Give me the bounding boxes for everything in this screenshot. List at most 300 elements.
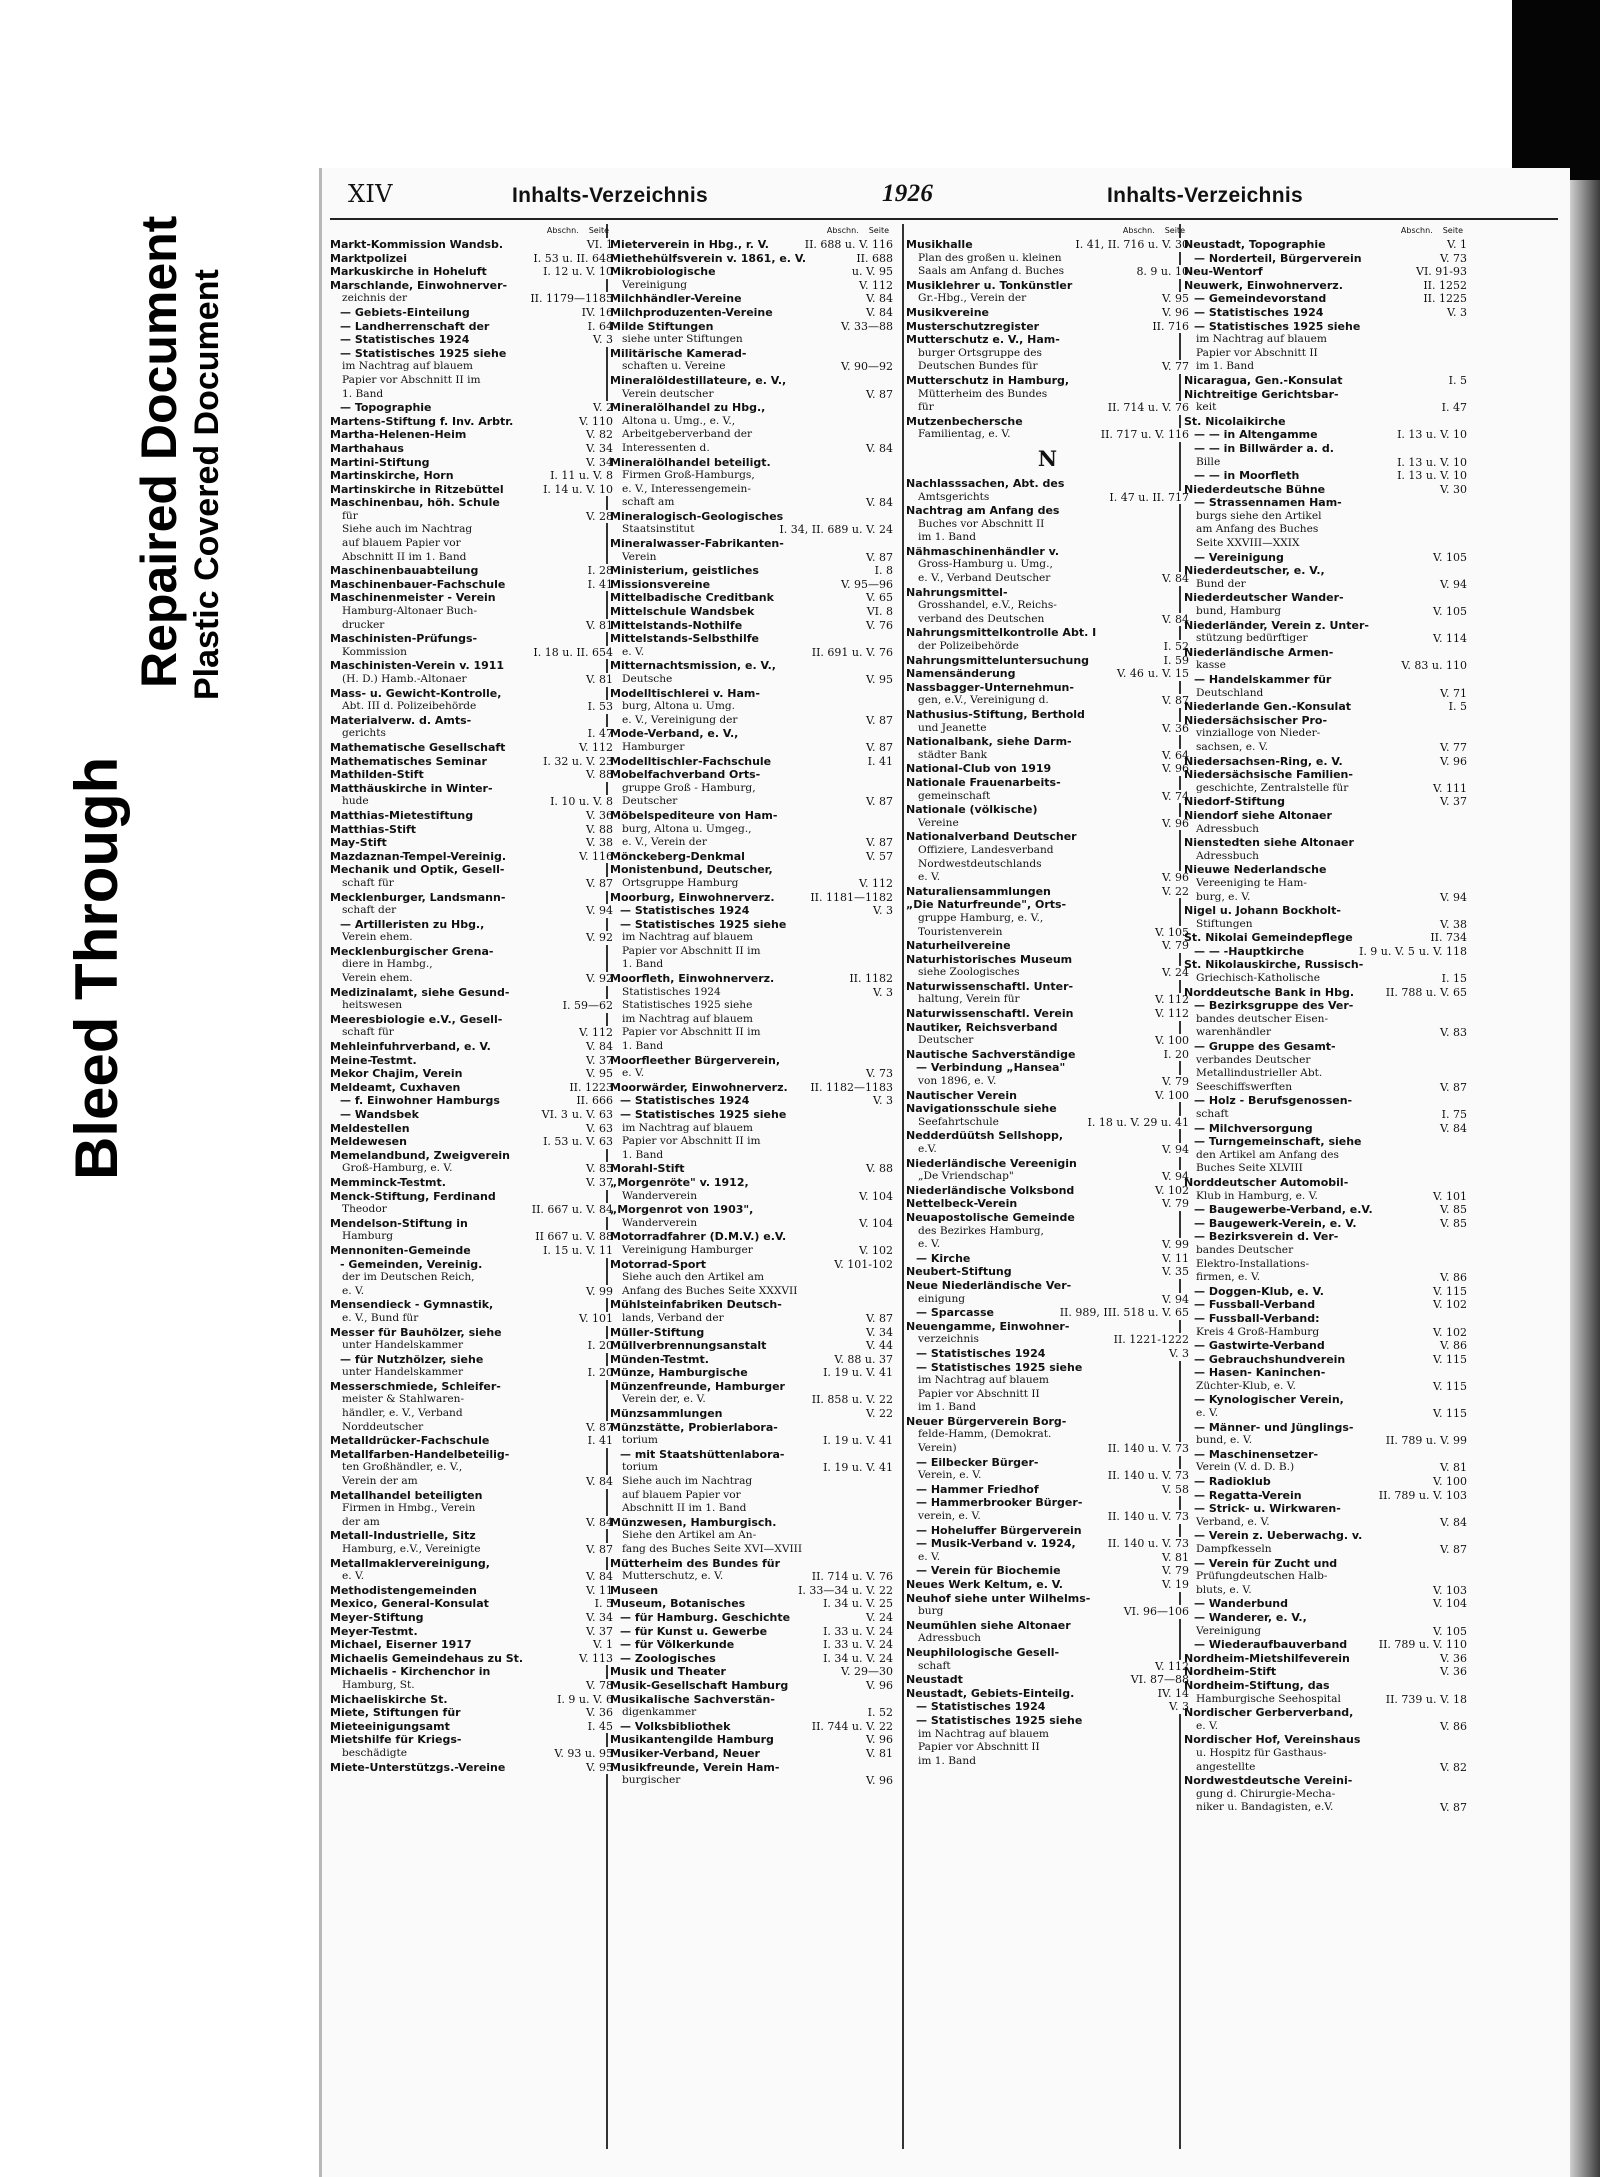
entry-reference: V. 102 <box>1429 1298 1467 1312</box>
entry-text: geschichte, Zentralstelle für <box>1196 781 1349 794</box>
entry-reference: V. 36 <box>1158 722 1189 736</box>
entry-text: Nationalverband Deutscher <box>906 830 1077 844</box>
entry-reference: V. 87 <box>582 877 613 891</box>
entry-text: zeichnis der <box>342 292 408 305</box>
entry-text: — Statistisches 1924 <box>1194 305 1324 319</box>
entry-text: Mütterheim des Bundes <box>918 387 1048 400</box>
entry-text: Arbeitgeberverband der <box>622 428 753 441</box>
entry-reference: V. 101 <box>575 1312 613 1326</box>
index-entry <box>330 1652 613 1666</box>
index-entry <box>610 1706 893 1720</box>
index-entry <box>610 401 893 415</box>
entry-text: e. V., Verband Deutscher <box>918 572 1051 585</box>
index-entry <box>1184 1597 1467 1611</box>
index-entry <box>330 1407 613 1421</box>
index-entry <box>906 1524 1189 1538</box>
index-entry <box>610 795 893 809</box>
index-entry <box>906 681 1189 695</box>
index-entry <box>330 1149 613 1163</box>
entry-text: bund, Hamburg <box>1196 605 1281 618</box>
index-entry <box>906 871 1189 885</box>
index-entry <box>906 993 1189 1007</box>
index-entry <box>1184 1067 1467 1081</box>
entry-text: Griechisch-Katholische <box>1196 972 1321 985</box>
entry-text: — Sparcasse <box>916 1306 994 1320</box>
entry-reference: V. 85 <box>1436 1217 1467 1231</box>
index-entry <box>330 904 613 918</box>
entry-text: — Radioklub <box>1194 1475 1271 1489</box>
entry-reference: I. 53 <box>584 700 613 714</box>
repaired-document-label: Repaired Document <box>131 215 187 688</box>
entry-text: — Wiederaufbauverband <box>1194 1638 1348 1652</box>
entry-text: Deutschland <box>1196 686 1264 699</box>
entry-text: bandes deutscher Eisen- <box>1196 1012 1329 1025</box>
index-entry <box>330 1584 613 1598</box>
index-entry <box>610 537 893 551</box>
entry-reference: II. 789 u. V. 110 <box>1375 1638 1467 1652</box>
entry-text: Statistisches 1924 <box>622 985 721 998</box>
entry-reference: II. 858 u. V. 22 <box>808 1393 893 1407</box>
entry-text: — Bezirksgruppe des Ver- <box>1194 999 1354 1013</box>
index-entry <box>330 877 613 891</box>
entry-reference: I. 52 <box>1160 640 1189 654</box>
entry-text: Mutterschutz, e. V. <box>622 1570 724 1583</box>
entry-reference: V. 82 <box>1436 1761 1467 1775</box>
index-entry <box>610 1094 893 1108</box>
entry-reference: V. 81 <box>862 1747 893 1761</box>
entry-reference: I. 20 <box>584 1366 613 1380</box>
index-entry <box>906 1075 1189 1089</box>
entry-text: e. V. <box>342 1570 365 1583</box>
entry-text: National-Club von 1919 <box>906 762 1052 776</box>
entry-text: Siehe auch im Nachtrag <box>342 523 473 536</box>
entry-text: Neustadt, Gebiets-Einteilg. <box>906 1686 1075 1700</box>
entry-reference: V. 84 <box>862 306 893 320</box>
entry-text: — Strick- u. Wirkwaren- <box>1194 1502 1341 1516</box>
index-entry <box>1184 1529 1467 1543</box>
entry-reference: V. 81 <box>582 673 613 687</box>
index-entry <box>330 1611 613 1625</box>
index-entry <box>610 1625 893 1639</box>
index-entry <box>906 292 1189 306</box>
entry-reference: IV. 16 <box>578 306 613 320</box>
index-entry <box>906 477 1189 491</box>
entry-text: Mineralwasser-Fabrikanten- <box>610 537 784 551</box>
entry-text: im Nachtrag auf blauem <box>918 1727 1049 1740</box>
entry-text: Papier vor Abschnitt II <box>1196 346 1318 359</box>
entry-text: Martinskirche, Horn <box>330 469 454 483</box>
entry-reference: V. 3 <box>1165 1347 1189 1361</box>
entry-text: — Topographie <box>340 401 432 415</box>
index-entry <box>906 1673 1189 1687</box>
entry-text: Martens-Stiftung f. Inv. Arbtr. <box>330 414 514 428</box>
entry-text: burger Ortsgruppe des <box>918 346 1042 359</box>
entry-text: firmen, e. V. <box>1196 1271 1261 1284</box>
bleed-through-label: Bleed Through <box>63 756 130 1180</box>
index-entry <box>610 646 893 660</box>
entry-text: Nordischer Gerberverband, <box>1184 1706 1354 1720</box>
entry-text: — Volksbibliothek <box>620 1719 731 1733</box>
entry-reference: I. 52 <box>864 1706 893 1720</box>
entry-text: gerichts <box>342 727 386 740</box>
index-entry <box>1184 292 1467 306</box>
index-entry <box>906 1592 1189 1606</box>
entry-reference: V. 24 <box>1158 966 1189 980</box>
index-entry <box>1184 1570 1467 1584</box>
entry-reference: VI. 96—106 <box>1120 1605 1189 1619</box>
entry-text: — Wandsbek <box>340 1108 419 1121</box>
index-entry <box>1184 1393 1467 1407</box>
index-entry <box>1184 1801 1467 1815</box>
entry-reference: II. 989, III. 518 u. V. 65 <box>1056 1306 1189 1320</box>
entry-text: 1. Band <box>622 1148 664 1161</box>
index-entry <box>610 1190 893 1204</box>
index-entry <box>610 891 893 905</box>
index-entry <box>610 1761 893 1775</box>
index-entry <box>330 1665 613 1679</box>
entry-text: Verein, e. V. <box>918 1469 982 1482</box>
index-entry <box>330 1761 613 1775</box>
index-entry <box>906 844 1189 858</box>
document-page <box>322 168 1570 2177</box>
entry-text: Miete-Unterstützgs.-Vereine <box>330 1760 506 1774</box>
entry-text: — Statistisches 1924 <box>916 1346 1046 1360</box>
index-entry <box>1184 1054 1467 1068</box>
index-entry <box>330 1489 613 1503</box>
index-entry <box>1184 1407 1467 1421</box>
index-entry <box>330 1747 613 1761</box>
entry-text: „Morgenrot von 1903", <box>610 1203 754 1217</box>
entry-reference: V. 115 <box>1429 1285 1467 1299</box>
entry-reference: V. 104 <box>1429 1597 1467 1611</box>
index-entry <box>1184 659 1467 673</box>
index-entry <box>610 469 893 483</box>
index-entry <box>906 1632 1189 1646</box>
entry-text: Nordheim-Stift <box>1184 1665 1277 1679</box>
index-entry <box>330 1258 613 1272</box>
entry-reference: V. 1 <box>589 1638 613 1652</box>
entry-text: Münden-Testmt. <box>610 1352 709 1366</box>
entry-text: Mazdaznan-Tempel-Vereinig. <box>330 849 507 863</box>
entry-text: Neue Niederländische Ver- <box>906 1278 1072 1292</box>
entry-reference: V. 86 <box>1436 1339 1467 1353</box>
index-entry <box>1184 347 1467 361</box>
index-entry <box>330 564 613 578</box>
entry-reference: V. 81 <box>582 619 613 633</box>
entry-text: Verein deutscher <box>622 387 714 400</box>
index-entry <box>1184 741 1467 755</box>
running-title-left: Inhalts-Verzeichnis <box>512 184 708 207</box>
entry-text: — Norderteil, Bürgerverein <box>1194 251 1362 265</box>
index-entry <box>610 918 893 932</box>
index-entry <box>1184 850 1467 864</box>
entry-reference: I. 34 u. V. 25 <box>819 1597 893 1611</box>
entry-text: digenkammer <box>622 1706 697 1719</box>
entry-text: Stiftungen <box>1196 917 1253 930</box>
entry-reference: I. 19 u. V. 41 <box>819 1461 893 1475</box>
index-entry <box>610 863 893 877</box>
heading-abschn: Abschn. <box>546 226 579 235</box>
entry-reference: V. 87 <box>862 1312 893 1326</box>
entry-text: kasse <box>1196 659 1226 672</box>
index-entry <box>906 1211 1189 1225</box>
index-entry <box>906 1646 1189 1660</box>
index-entry <box>330 279 613 293</box>
entry-text: Prüfungdeutschen Halb- <box>1196 1570 1328 1583</box>
column-heading <box>330 226 613 238</box>
index-entry <box>906 333 1189 347</box>
entry-text: im Nachtrag auf blauem <box>918 1374 1049 1387</box>
index-entry <box>330 823 613 837</box>
index-entry <box>906 1483 1189 1497</box>
entry-reference: V. 36 <box>582 809 613 823</box>
index-entry <box>1184 523 1467 537</box>
entry-reference: V. 84 <box>582 1040 613 1054</box>
entry-reference: I. 47 <box>1438 401 1467 415</box>
entry-reference: V. 90—92 <box>837 360 893 374</box>
entry-text: gen, e.V., Vereinigung d. <box>918 694 1049 707</box>
index-entry <box>330 1298 613 1312</box>
entry-text: — Zoologisches <box>620 1651 716 1665</box>
index-entry <box>610 850 893 864</box>
entry-reference: I. 19 u. V. 41 <box>819 1434 893 1448</box>
index-entry <box>1184 306 1467 320</box>
index-entry <box>330 1557 613 1571</box>
entry-reference: II. 688 <box>852 252 893 266</box>
entry-reference: V. 81 <box>1158 1551 1189 1565</box>
entry-text: — Milchversorgung <box>1194 1121 1313 1135</box>
section-letter: N <box>1037 445 1058 471</box>
index-entry <box>1184 1543 1467 1557</box>
entry-reference: V. 63 <box>582 1122 613 1136</box>
entry-reference: V. 24 <box>862 1611 893 1625</box>
index-entry <box>330 755 613 769</box>
entry-reference: I. 47 <box>584 727 613 741</box>
index-entry <box>906 504 1189 518</box>
entry-text: Neuapostolische Gemeinde <box>906 1210 1075 1224</box>
index-entry <box>330 591 613 605</box>
index-entry <box>610 1434 893 1448</box>
index-entry <box>610 360 893 374</box>
index-entry <box>330 456 613 470</box>
index-entry <box>1184 1135 1467 1149</box>
entry-text: am Anfang des Buches <box>1196 523 1319 536</box>
entry-text: Vereinigung <box>1196 1624 1262 1637</box>
entry-text: Vereine <box>918 816 959 829</box>
index-entry <box>330 727 613 741</box>
entry-text: — Holz - Berufsgenossen- <box>1194 1094 1353 1108</box>
entry-text: Metall-Industrielle, Sitz <box>330 1529 476 1543</box>
entry-text: Wanderverein <box>622 1189 698 1202</box>
index-entry <box>1184 836 1467 850</box>
index-entry <box>906 1157 1189 1171</box>
entry-text: Milchhändler-Vereine <box>610 292 742 306</box>
entry-text: — Baugewerk-Verein, e. V. <box>1194 1216 1357 1230</box>
entry-reference: II. 666 <box>572 1094 613 1108</box>
entry-text: — für Hamburg. Geschichte <box>620 1610 791 1624</box>
index-entry <box>330 483 613 497</box>
index-entry <box>610 279 893 293</box>
entry-text: Mieterverein in Hbg., r. V. <box>610 238 769 251</box>
entry-text: fang des Buches Seite XVI—XVIII <box>622 1543 803 1555</box>
index-entry <box>906 1034 1189 1048</box>
entry-reference: V. 112 <box>855 279 893 293</box>
index-entry <box>610 1244 893 1258</box>
entry-text: Offiziere, Landesverband <box>918 843 1054 856</box>
entry-text: — Hoheluffer Bürgerverein <box>916 1523 1082 1537</box>
index-entry <box>1184 496 1467 510</box>
index-entry <box>610 823 893 837</box>
index-entry <box>1184 1720 1467 1734</box>
entry-reference: V. 102 <box>1429 1326 1467 1340</box>
index-entry <box>906 613 1189 627</box>
index-entry <box>906 939 1189 953</box>
index-entry <box>330 1217 613 1231</box>
entry-text: Moorfleether Bürgerverein, <box>610 1053 781 1067</box>
index-entry <box>610 687 893 701</box>
index-entry <box>906 1741 1189 1755</box>
entry-text: Menck-Stiftung, Ferdinand <box>330 1189 496 1203</box>
index-entry <box>610 1489 893 1503</box>
entry-text: auf blauem Papier vor <box>342 537 461 550</box>
entry-text: „De Vriendschap" <box>918 1170 1014 1183</box>
index-entry <box>330 265 613 279</box>
entry-reference: V. 84 <box>582 1570 613 1584</box>
entry-reference: V. 81 <box>1436 1461 1467 1475</box>
index-entry <box>906 1306 1189 1320</box>
entry-reference: II. 691 u. V. 76 <box>808 646 893 660</box>
entry-reference: V. 105 <box>1151 926 1189 940</box>
entry-text: Matthäuskirche in Winter- <box>330 781 493 795</box>
entry-reference: V. 94 <box>1436 891 1467 905</box>
index-entry <box>610 564 893 578</box>
entry-reference: V. 100 <box>1151 1034 1189 1048</box>
entry-text: Michael, Eiserner 1917 <box>330 1638 472 1652</box>
entry-text: siehe Zoologisches <box>918 966 1020 979</box>
entry-text: — Männer- und Jünglings- <box>1194 1420 1354 1434</box>
entry-text: Papier vor Abschnitt II <box>918 1387 1040 1400</box>
index-entry <box>906 1333 1189 1347</box>
entry-text: Naturheilvereine <box>906 939 1011 953</box>
entry-reference: V. 37 <box>1436 795 1467 809</box>
entry-text: einigung <box>918 1292 966 1305</box>
index-entry <box>610 1230 893 1244</box>
entry-text: May-Stift <box>330 836 387 850</box>
index-entry <box>330 496 613 510</box>
entry-reference: V. 95 <box>582 1761 613 1775</box>
entry-text: Hamburg-Altonaer Buch- <box>342 605 478 618</box>
entry-text: im 1. Band <box>918 1754 976 1767</box>
entry-reference: II. 714 u. V. 76 <box>1104 401 1189 415</box>
entry-reference: V. 99 <box>1158 1238 1189 1252</box>
entry-text: Nathusius-Stiftung, Berthold <box>906 708 1085 721</box>
index-entry <box>1184 1679 1467 1693</box>
entry-reference: V. 64 <box>1158 749 1189 763</box>
entry-text: Niederdeutsche Bühne <box>1184 482 1326 496</box>
entry-text: Ministerium, geistliches <box>610 564 759 578</box>
entry-text: Neustadt, Topographie <box>1184 238 1326 251</box>
entry-text: — Hasen- Kaninchen- <box>1194 1366 1326 1380</box>
index-entry <box>610 673 893 687</box>
index-entry <box>610 1774 893 1788</box>
entry-text: Mexico, General-Konsulat <box>330 1597 489 1611</box>
entry-text: Michaelis Gemeindehaus zu St. <box>330 1651 524 1665</box>
index-entry <box>330 958 613 972</box>
index-entry <box>330 333 613 347</box>
entry-text: Kreis 4 Groß-Hamburg <box>1196 1325 1320 1338</box>
index-entry <box>610 782 893 796</box>
entry-text: e. V. <box>918 871 941 884</box>
entry-reference: II. 1223 <box>565 1081 613 1095</box>
index-entry <box>906 1401 1189 1415</box>
index-entry <box>1184 483 1467 497</box>
entry-text: Meine-Testmt. <box>330 1053 417 1067</box>
entry-reference: I. 33 u. V. 24 <box>819 1638 893 1652</box>
index-entry <box>330 1244 613 1258</box>
index-entry <box>330 1625 613 1639</box>
index-entry <box>906 1605 1189 1619</box>
entry-text: Adressbuch <box>1196 849 1259 862</box>
entry-text: Adressbuch <box>1196 822 1259 835</box>
index-entry <box>906 1660 1189 1674</box>
entry-reference: V. 36 <box>582 1706 613 1720</box>
entry-text: Mittelstands-Selbsthilfe <box>610 632 759 646</box>
index-column-2 <box>610 226 893 2156</box>
index-entry <box>330 1081 613 1095</box>
entry-text: e. V., Vereinigung der <box>622 713 738 726</box>
entry-reference: V. 112 <box>1151 993 1189 1007</box>
entry-text: Abt. III d. Polizeibehörde <box>342 700 477 713</box>
index-entry <box>330 646 613 660</box>
index-entry <box>1184 1761 1467 1775</box>
entry-reference: II. 140 u. V. 73 <box>1104 1442 1189 1456</box>
index-entry <box>330 537 613 551</box>
index-entry <box>906 545 1189 559</box>
index-entry <box>906 1687 1189 1701</box>
entry-reference: V. 84 <box>862 442 893 456</box>
index-entry <box>610 958 893 972</box>
index-entry <box>906 776 1189 790</box>
entry-text: Michaeliskirche St. <box>330 1692 448 1706</box>
entry-text: diere in Hambg., <box>342 958 433 971</box>
entry-text: Moorfleth, Einwohnerverz. <box>610 972 775 986</box>
index-entry <box>1184 1244 1467 1258</box>
index-entry <box>1184 795 1467 809</box>
index-entry <box>1184 1298 1467 1312</box>
index-entry <box>610 1747 893 1761</box>
index-entry <box>330 1135 613 1149</box>
entry-reference: I. 47 u. II. 717 <box>1105 491 1189 505</box>
entry-text: Mutzenbechersche <box>906 414 1023 428</box>
index-entry <box>906 415 1189 429</box>
heading-seite: Seite <box>1442 226 1463 235</box>
entry-text: Hamburger <box>622 740 685 753</box>
entry-reference: V. 3 <box>1443 306 1467 320</box>
index-entry <box>1184 388 1467 402</box>
entry-text: torium <box>622 1434 658 1447</box>
entry-text: Materialverw. d. Amts- <box>330 713 472 727</box>
entry-text: — Handelskammer für <box>1194 673 1332 686</box>
index-entry <box>906 1388 1189 1402</box>
entry-reference: V. 36 <box>1436 1652 1467 1666</box>
entry-text: Nautiker, Reichsverband <box>906 1020 1058 1034</box>
index-entry <box>610 809 893 823</box>
entry-reference: V. 96 <box>862 1733 893 1747</box>
index-entry <box>906 586 1189 600</box>
entry-text: — f. Einwohner Hamburgs <box>340 1094 500 1108</box>
entry-text: Milchproduzenten-Vereine <box>610 305 773 319</box>
index-entry <box>610 1040 893 1054</box>
